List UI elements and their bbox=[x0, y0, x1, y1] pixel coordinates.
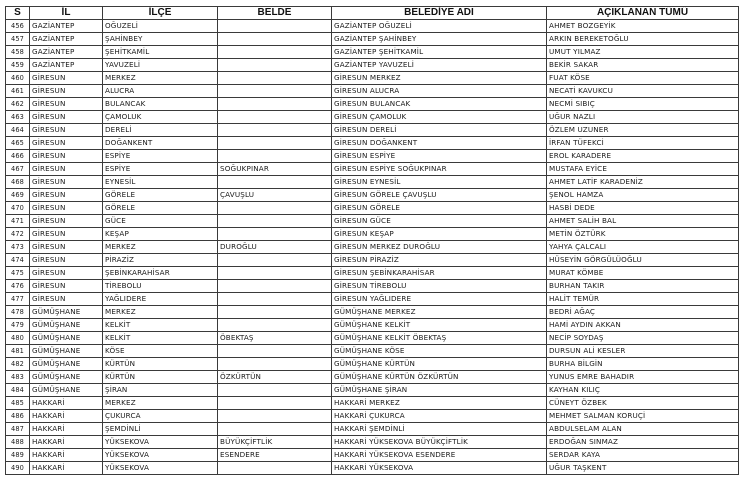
cell-aciklanan-tumu: BURHA BİLGİN bbox=[547, 358, 739, 371]
cell-s: 481 bbox=[6, 345, 30, 358]
cell-belediye-adi: GİRESUN DERELİ bbox=[332, 124, 547, 137]
cell-belediye-adi: GİRESUN TİREBOLU bbox=[332, 280, 547, 293]
table-row bbox=[6, 215, 739, 228]
cell-belde bbox=[218, 462, 332, 475]
cell-aciklanan-tumu: UĞUR TAŞKENT bbox=[547, 462, 739, 475]
cell-aciklanan-tumu: MUSTAFA EYİCE bbox=[547, 163, 739, 176]
cell-s: 490 bbox=[6, 462, 30, 475]
candidate-table-sheet bbox=[5, 6, 739, 475]
cell-ilce: GÖRELE bbox=[103, 202, 218, 215]
table-row bbox=[6, 241, 739, 254]
cell-il: GİRESUN bbox=[30, 137, 103, 150]
cell-belediye-adi: GİRESUN GÖRELE ÇAVUŞLU bbox=[332, 189, 547, 202]
cell-aciklanan-tumu: HALİT TEMÜR bbox=[547, 293, 739, 306]
table-row bbox=[6, 293, 739, 306]
cell-il: GİRESUN bbox=[30, 72, 103, 85]
header-s: S bbox=[6, 7, 30, 20]
cell-aciklanan-tumu: HAMİ AYDIN AKKAN bbox=[547, 319, 739, 332]
cell-belde bbox=[218, 228, 332, 241]
cell-belediye-adi: GİRESUN ŞEBİNKARAHİSAR bbox=[332, 267, 547, 280]
cell-s: 460 bbox=[6, 72, 30, 85]
cell-belde bbox=[218, 423, 332, 436]
table-row bbox=[6, 228, 739, 241]
cell-belde bbox=[218, 20, 332, 33]
cell-il: GİRESUN bbox=[30, 98, 103, 111]
table-row bbox=[6, 33, 739, 46]
cell-belde bbox=[218, 59, 332, 72]
cell-belde bbox=[218, 384, 332, 397]
cell-aciklanan-tumu: METİN ÖZTÜRK bbox=[547, 228, 739, 241]
cell-il: GİRESUN bbox=[30, 150, 103, 163]
cell-s: 477 bbox=[6, 293, 30, 306]
cell-s: 464 bbox=[6, 124, 30, 137]
cell-belde: ÇAVUŞLU bbox=[218, 189, 332, 202]
cell-belediye-adi: GİRESUN ESPİYE SOĞUKPINAR bbox=[332, 163, 547, 176]
cell-ilce: ESPİYE bbox=[103, 150, 218, 163]
cell-il: GİRESUN bbox=[30, 280, 103, 293]
cell-s: 469 bbox=[6, 189, 30, 202]
table-row bbox=[6, 163, 739, 176]
cell-ilce: ŞEHİTKAMİL bbox=[103, 46, 218, 59]
cell-belediye-adi: GAZİANTEP YAVUZELİ bbox=[332, 59, 547, 72]
cell-il: GÜMÜŞHANE bbox=[30, 384, 103, 397]
cell-il: GİRESUN bbox=[30, 228, 103, 241]
cell-belde bbox=[218, 137, 332, 150]
cell-s: 458 bbox=[6, 46, 30, 59]
table-row bbox=[6, 85, 739, 98]
cell-aciklanan-tumu: UĞUR NAZLI bbox=[547, 111, 739, 124]
table-row bbox=[6, 371, 739, 384]
cell-aciklanan-tumu: SERDAR KAYA bbox=[547, 449, 739, 462]
cell-belediye-adi: GİRESUN DOĞANKENT bbox=[332, 137, 547, 150]
cell-aciklanan-tumu: BURHAN TAKIR bbox=[547, 280, 739, 293]
table-row bbox=[6, 150, 739, 163]
cell-il: HAKKARİ bbox=[30, 423, 103, 436]
cell-s: 474 bbox=[6, 254, 30, 267]
cell-belde bbox=[218, 345, 332, 358]
cell-belediye-adi: GAZİANTEP ŞEHİTKAMİL bbox=[332, 46, 547, 59]
cell-s: 471 bbox=[6, 215, 30, 228]
cell-ilce: OĞUZELİ bbox=[103, 20, 218, 33]
cell-aciklanan-tumu: NECMİ SIBIÇ bbox=[547, 98, 739, 111]
cell-il: GİRESUN bbox=[30, 189, 103, 202]
table-row bbox=[6, 124, 739, 137]
cell-s: 486 bbox=[6, 410, 30, 423]
cell-belde bbox=[218, 33, 332, 46]
cell-ilce: KÜRTÜN bbox=[103, 371, 218, 384]
cell-ilce: MERKEZ bbox=[103, 72, 218, 85]
cell-ilce: GÜCE bbox=[103, 215, 218, 228]
header-belediye-adi: BELEDİYE ADI bbox=[332, 7, 547, 20]
cell-belediye-adi: HAKKARİ YÜKSEKOVA BÜYÜKÇİFTLİK bbox=[332, 436, 547, 449]
cell-s: 466 bbox=[6, 150, 30, 163]
cell-s: 488 bbox=[6, 436, 30, 449]
cell-ilce: PİRAZİZ bbox=[103, 254, 218, 267]
cell-belde bbox=[218, 124, 332, 137]
cell-il: GAZİANTEP bbox=[30, 59, 103, 72]
header-ilce: İLÇE bbox=[103, 7, 218, 20]
cell-belediye-adi: GİRESUN GÜCE bbox=[332, 215, 547, 228]
cell-s: 468 bbox=[6, 176, 30, 189]
cell-ilce: KÜRTÜN bbox=[103, 358, 218, 371]
cell-il: GİRESUN bbox=[30, 215, 103, 228]
table-row bbox=[6, 176, 739, 189]
cell-belediye-adi: GÜMÜŞHANE ŞİRAN bbox=[332, 384, 547, 397]
cell-s: 483 bbox=[6, 371, 30, 384]
cell-belediye-adi: HAKKARİ ŞEMDİNLİ bbox=[332, 423, 547, 436]
cell-belediye-adi: GİRESUN ÇAMOLUK bbox=[332, 111, 547, 124]
cell-belediye-adi: GÜMÜŞHANE MERKEZ bbox=[332, 306, 547, 319]
cell-aciklanan-tumu: ERDOĞAN SINMAZ bbox=[547, 436, 739, 449]
cell-ilce: EYNESİL bbox=[103, 176, 218, 189]
cell-aciklanan-tumu: BEKİR SAKAR bbox=[547, 59, 739, 72]
cell-belde bbox=[218, 215, 332, 228]
cell-aciklanan-tumu: HASBİ DEDE bbox=[547, 202, 739, 215]
cell-ilce: ÇAMOLUK bbox=[103, 111, 218, 124]
header-il: İL bbox=[30, 7, 103, 20]
cell-aciklanan-tumu: MEHMET SALMAN KORUÇİ bbox=[547, 410, 739, 423]
cell-ilce: DERELİ bbox=[103, 124, 218, 137]
cell-s: 480 bbox=[6, 332, 30, 345]
cell-ilce: DOĞANKENT bbox=[103, 137, 218, 150]
cell-ilce: MERKEZ bbox=[103, 306, 218, 319]
cell-s: 459 bbox=[6, 59, 30, 72]
cell-belediye-adi: GİRESUN PİRAZİZ bbox=[332, 254, 547, 267]
cell-belediye-adi: GAZİANTEP ŞAHİNBEY bbox=[332, 33, 547, 46]
cell-s: 484 bbox=[6, 384, 30, 397]
cell-belde bbox=[218, 358, 332, 371]
header-row bbox=[6, 7, 739, 20]
cell-aciklanan-tumu: AHMET SALİH BAL bbox=[547, 215, 739, 228]
cell-ilce: ŞAHİNBEY bbox=[103, 33, 218, 46]
cell-belde bbox=[218, 410, 332, 423]
table-row bbox=[6, 254, 739, 267]
cell-il: GİRESUN bbox=[30, 85, 103, 98]
cell-ilce: TİREBOLU bbox=[103, 280, 218, 293]
table-row bbox=[6, 384, 739, 397]
cell-il: GİRESUN bbox=[30, 163, 103, 176]
cell-aciklanan-tumu: HÜSEYİN GÖRGÜLÜOĞLU bbox=[547, 254, 739, 267]
table-row bbox=[6, 280, 739, 293]
cell-belde bbox=[218, 111, 332, 124]
table-row bbox=[6, 46, 739, 59]
cell-ilce: GÖRELE bbox=[103, 189, 218, 202]
cell-ilce: YÜKSEKOVA bbox=[103, 462, 218, 475]
cell-belde bbox=[218, 98, 332, 111]
cell-belediye-adi: GİRESUN YAĞLIDERE bbox=[332, 293, 547, 306]
table-row bbox=[6, 137, 739, 150]
cell-ilce: KELKİT bbox=[103, 332, 218, 345]
table-row bbox=[6, 410, 739, 423]
cell-s: 472 bbox=[6, 228, 30, 241]
cell-belediye-adi: HAKKARİ YÜKSEKOVA ESENDERE bbox=[332, 449, 547, 462]
cell-s: 461 bbox=[6, 85, 30, 98]
cell-ilce: YÜKSEKOVA bbox=[103, 449, 218, 462]
cell-s: 462 bbox=[6, 98, 30, 111]
table-body bbox=[6, 20, 739, 475]
cell-il: GÜMÜŞHANE bbox=[30, 358, 103, 371]
cell-belde bbox=[218, 267, 332, 280]
cell-belediye-adi: GİRESUN EYNESİL bbox=[332, 176, 547, 189]
cell-aciklanan-tumu: NECATİ KAVUKCU bbox=[547, 85, 739, 98]
cell-belde: ESENDERE bbox=[218, 449, 332, 462]
cell-il: GÜMÜŞHANE bbox=[30, 345, 103, 358]
cell-s: 485 bbox=[6, 397, 30, 410]
cell-s: 473 bbox=[6, 241, 30, 254]
table-row bbox=[6, 189, 739, 202]
cell-belde: ÖBEKTAŞ bbox=[218, 332, 332, 345]
table-row bbox=[6, 98, 739, 111]
cell-belde bbox=[218, 306, 332, 319]
cell-belde bbox=[218, 72, 332, 85]
cell-il: GİRESUN bbox=[30, 111, 103, 124]
cell-il: GAZİANTEP bbox=[30, 46, 103, 59]
cell-belde bbox=[218, 319, 332, 332]
cell-belediye-adi: GİRESUN KEŞAP bbox=[332, 228, 547, 241]
header-belde: BELDE bbox=[218, 7, 332, 20]
cell-belediye-adi: GİRESUN ESPİYE bbox=[332, 150, 547, 163]
cell-ilce: ESPİYE bbox=[103, 163, 218, 176]
cell-il: GİRESUN bbox=[30, 124, 103, 137]
cell-belediye-adi: GİRESUN GÖRELE bbox=[332, 202, 547, 215]
cell-s: 479 bbox=[6, 319, 30, 332]
cell-belde bbox=[218, 176, 332, 189]
cell-belde bbox=[218, 280, 332, 293]
cell-il: GÜMÜŞHANE bbox=[30, 371, 103, 384]
cell-ilce: BULANCAK bbox=[103, 98, 218, 111]
cell-belde bbox=[218, 254, 332, 267]
cell-il: HAKKARİ bbox=[30, 436, 103, 449]
cell-belde bbox=[218, 85, 332, 98]
cell-s: 487 bbox=[6, 423, 30, 436]
candidate-table bbox=[5, 6, 739, 475]
table-row bbox=[6, 423, 739, 436]
cell-ilce: ŞEMDİNLİ bbox=[103, 423, 218, 436]
cell-ilce: KÖSE bbox=[103, 345, 218, 358]
cell-aciklanan-tumu: ÖZLEM UZUNER bbox=[547, 124, 739, 137]
table-row bbox=[6, 436, 739, 449]
cell-belde bbox=[218, 202, 332, 215]
table-row bbox=[6, 20, 739, 33]
cell-aciklanan-tumu: YAHYA ÇALCALI bbox=[547, 241, 739, 254]
cell-belediye-adi: HAKKARİ MERKEZ bbox=[332, 397, 547, 410]
cell-aciklanan-tumu: FUAT KÖSE bbox=[547, 72, 739, 85]
table-row bbox=[6, 319, 739, 332]
cell-s: 476 bbox=[6, 280, 30, 293]
cell-s: 475 bbox=[6, 267, 30, 280]
cell-aciklanan-tumu: UMUT YILMAZ bbox=[547, 46, 739, 59]
table-row bbox=[6, 449, 739, 462]
cell-belde bbox=[218, 397, 332, 410]
cell-s: 470 bbox=[6, 202, 30, 215]
table-row bbox=[6, 267, 739, 280]
table-row bbox=[6, 111, 739, 124]
cell-ilce: YAVUZELİ bbox=[103, 59, 218, 72]
cell-s: 456 bbox=[6, 20, 30, 33]
table-row bbox=[6, 306, 739, 319]
cell-s: 463 bbox=[6, 111, 30, 124]
cell-aciklanan-tumu: AHMET BOZGEYİK bbox=[547, 20, 739, 33]
cell-il: GÜMÜŞHANE bbox=[30, 306, 103, 319]
cell-ilce: ÇUKURCA bbox=[103, 410, 218, 423]
cell-belediye-adi: GİRESUN ALUCRA bbox=[332, 85, 547, 98]
table-row bbox=[6, 202, 739, 215]
table-row bbox=[6, 59, 739, 72]
cell-aciklanan-tumu: KAYHAN KILIÇ bbox=[547, 384, 739, 397]
cell-aciklanan-tumu: EROL KARADERE bbox=[547, 150, 739, 163]
cell-s: 465 bbox=[6, 137, 30, 150]
cell-belde: ÖZKÜRTÜN bbox=[218, 371, 332, 384]
cell-ilce: ALUCRA bbox=[103, 85, 218, 98]
cell-il: GÜMÜŞHANE bbox=[30, 319, 103, 332]
cell-ilce: KEŞAP bbox=[103, 228, 218, 241]
cell-aciklanan-tumu: NECİP SOYDAŞ bbox=[547, 332, 739, 345]
table-row bbox=[6, 462, 739, 475]
cell-belde: SOĞUKPINAR bbox=[218, 163, 332, 176]
cell-il: GİRESUN bbox=[30, 241, 103, 254]
cell-aciklanan-tumu: YUNUS EMRE BAHADIR bbox=[547, 371, 739, 384]
cell-il: GİRESUN bbox=[30, 293, 103, 306]
cell-belde: BÜYÜKÇİFTLİK bbox=[218, 436, 332, 449]
cell-il: GAZİANTEP bbox=[30, 33, 103, 46]
table-row bbox=[6, 332, 739, 345]
cell-s: 467 bbox=[6, 163, 30, 176]
cell-ilce: YAĞLIDERE bbox=[103, 293, 218, 306]
cell-il: GİRESUN bbox=[30, 176, 103, 189]
cell-aciklanan-tumu: CÜNEYT ÖZBEK bbox=[547, 397, 739, 410]
cell-belediye-adi: GÜMÜŞHANE KÜRTÜN ÖZKÜRTÜN bbox=[332, 371, 547, 384]
cell-ilce: ŞEBİNKARAHİSAR bbox=[103, 267, 218, 280]
cell-il: HAKKARİ bbox=[30, 410, 103, 423]
cell-s: 489 bbox=[6, 449, 30, 462]
cell-belde bbox=[218, 293, 332, 306]
cell-il: GİRESUN bbox=[30, 202, 103, 215]
table-row bbox=[6, 358, 739, 371]
cell-il: HAKKARİ bbox=[30, 462, 103, 475]
cell-belediye-adi: GÜMÜŞHANE KÜRTÜN bbox=[332, 358, 547, 371]
cell-aciklanan-tumu: ŞENOL HAMZA bbox=[547, 189, 739, 202]
cell-belediye-adi: HAKKARİ ÇUKURCA bbox=[332, 410, 547, 423]
cell-s: 457 bbox=[6, 33, 30, 46]
table-row bbox=[6, 397, 739, 410]
cell-belediye-adi: GİRESUN MERKEZ DUROĞLU bbox=[332, 241, 547, 254]
cell-belediye-adi: GİRESUN MERKEZ bbox=[332, 72, 547, 85]
cell-il: HAKKARİ bbox=[30, 397, 103, 410]
cell-s: 482 bbox=[6, 358, 30, 371]
cell-ilce: ŞİRAN bbox=[103, 384, 218, 397]
cell-ilce: YÜKSEKOVA bbox=[103, 436, 218, 449]
cell-aciklanan-tumu: DURSUN ALİ KESLER bbox=[547, 345, 739, 358]
cell-belde: DUROĞLU bbox=[218, 241, 332, 254]
cell-belde bbox=[218, 46, 332, 59]
cell-belediye-adi: GÜMÜŞHANE KÖSE bbox=[332, 345, 547, 358]
cell-il: GİRESUN bbox=[30, 254, 103, 267]
cell-aciklanan-tumu: AHMET LATİF KARADENİZ bbox=[547, 176, 739, 189]
cell-belde bbox=[218, 150, 332, 163]
cell-il: GAZİANTEP bbox=[30, 20, 103, 33]
cell-ilce: KELKİT bbox=[103, 319, 218, 332]
header-aciklanan-tumu: AÇIKLANAN TÜMÜ bbox=[547, 7, 739, 20]
cell-belediye-adi: GAZİANTEP OĞUZELİ bbox=[332, 20, 547, 33]
cell-belediye-adi: GÜMÜŞHANE KELKİT ÖBEKTAŞ bbox=[332, 332, 547, 345]
table-row bbox=[6, 72, 739, 85]
cell-il: GÜMÜŞHANE bbox=[30, 332, 103, 345]
cell-belediye-adi: GİRESUN BULANCAK bbox=[332, 98, 547, 111]
cell-il: HAKKARİ bbox=[30, 449, 103, 462]
cell-belediye-adi: HAKKARİ YÜKSEKOVA bbox=[332, 462, 547, 475]
cell-aciklanan-tumu: ABDULSELAM ALAN bbox=[547, 423, 739, 436]
cell-s: 478 bbox=[6, 306, 30, 319]
cell-ilce: MERKEZ bbox=[103, 241, 218, 254]
cell-aciklanan-tumu: İRFAN TÜFEKCİ bbox=[547, 137, 739, 150]
cell-il: GİRESUN bbox=[30, 267, 103, 280]
cell-aciklanan-tumu: MURAT KÖMBE bbox=[547, 267, 739, 280]
cell-belediye-adi: GÜMÜŞHANE KELKİT bbox=[332, 319, 547, 332]
cell-aciklanan-tumu: BEDRİ AĞAÇ bbox=[547, 306, 739, 319]
table-row bbox=[6, 345, 739, 358]
cell-aciklanan-tumu: ARKIN BEREKETOĞLU bbox=[547, 33, 739, 46]
cell-ilce: MERKEZ bbox=[103, 397, 218, 410]
